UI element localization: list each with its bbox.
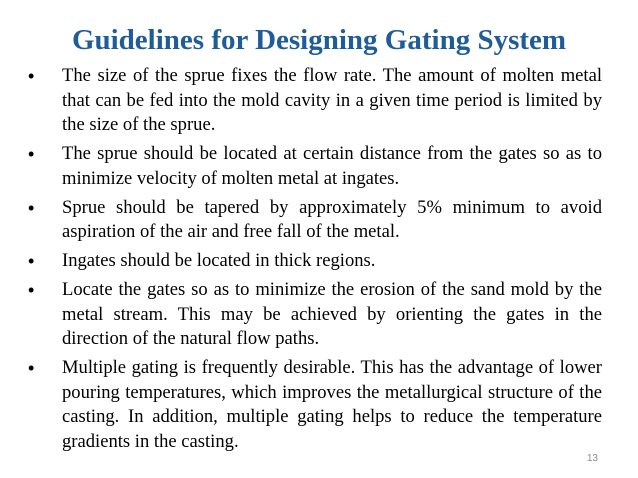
bullet-icon: • xyxy=(28,197,35,218)
bullet-icon: • xyxy=(28,358,35,378)
slide-title: Guidelines for Designing Gating System xyxy=(71,24,567,56)
bullet-icon: • xyxy=(28,251,35,271)
bullet-text: The sprue should be located at certain distance from the gates so as to minimize velocity of molten metal at ingates. xyxy=(62,143,602,189)
bullet-item xyxy=(24,64,602,138)
bullet-icon: • xyxy=(28,144,35,164)
bullet-item xyxy=(24,249,602,274)
bullet-item xyxy=(24,356,602,454)
bullet-list xyxy=(24,64,602,459)
bullet-text: Ingates should be located in thick regions. xyxy=(62,250,376,271)
bullet-icon: • xyxy=(28,66,35,86)
bullet-text: Multiple gating is frequently desirable. This has the advantage of lower pouring temperatures, which improves the metallurgical structure of the casting. In addition, multiple gating helps to reduce the temperature gradients in the casting. xyxy=(62,357,602,452)
bullet-item xyxy=(24,196,602,245)
bullet-icon: • xyxy=(28,280,35,300)
slide-number: 13 xyxy=(586,453,598,464)
bullet-text: The size of the sprue fixes the flow rate. The amount of molten metal that can be fed into the mold cavity in a given time period is limited by the size of the sprue. xyxy=(62,65,602,135)
bullet-item xyxy=(24,142,602,191)
bullet-text: Locate the gates so as to minimize the erosion of the sand mold by the metal stream. This may be achieved by orienting the gates in the direction of the natural flow paths. xyxy=(62,279,602,349)
bullet-text: Sprue should be tapered by approximately 5% minimum to avoid aspiration of the air and free fall of the metal. xyxy=(62,196,602,242)
bullet-item xyxy=(24,278,602,352)
